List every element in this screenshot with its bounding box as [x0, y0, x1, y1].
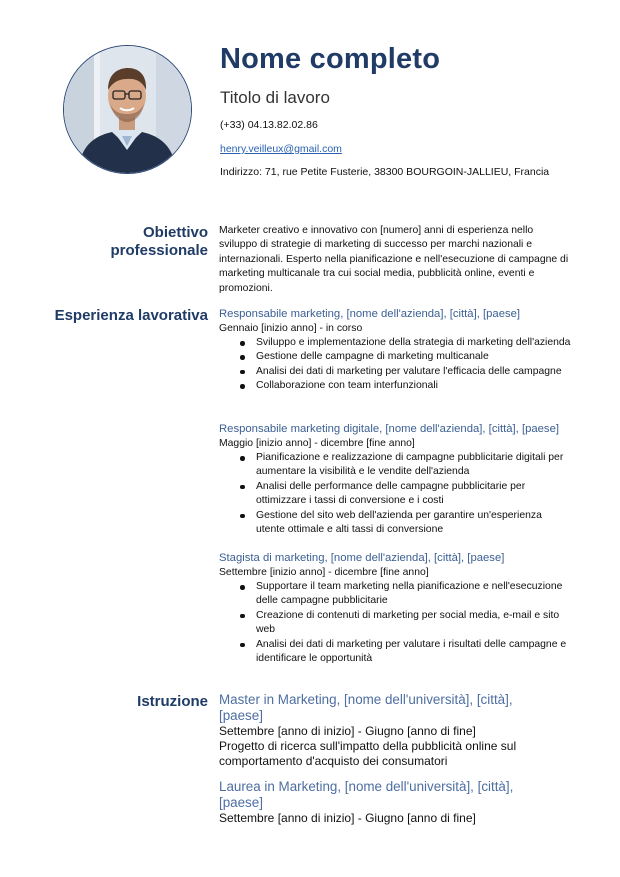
- list-item: Supportare il team marketing nella pianificazione e nell'esecuzione delle campagne pubblicitarie: [256, 580, 571, 609]
- person-portrait-icon: [64, 46, 191, 173]
- list-item: Sviluppo e implementazione della strategia di marketing dell'azienda: [256, 336, 571, 350]
- list-item: Gestione delle campagne di marketing multicanale: [256, 350, 571, 364]
- address: Indirizzo: 71, rue Petite Fusterie, 38300 BOURGOIN-JALLIEU, Francia: [220, 166, 550, 178]
- list-item: Gestione del sito web dell'azienda per garantire un'esperienza utente ottimale e alti tassi di conversione: [256, 509, 571, 538]
- email-link[interactable]: henry.veilleux@gmail.com: [220, 143, 342, 155]
- job-title: Titolo di lavoro: [220, 88, 330, 107]
- experience-entry: [219, 551, 571, 666]
- job-dates: Settembre [inizio anno] - dicembre [fine anno]: [219, 567, 429, 578]
- list-item: Pianificazione e realizzazione di campagne pubblicitarie digitali per aumentare la visibilità e le vendite dell'azienda: [256, 451, 571, 480]
- degree-title: Laurea in Marketing, [nome dell'università], [città], [paese]: [219, 779, 514, 810]
- profile-photo: [63, 45, 192, 174]
- full-name: Nome completo: [220, 43, 441, 75]
- list-item: Analisi delle performance delle campagne pubblicitarie per ottimizzare i tassi di conversione e i costi: [256, 480, 571, 509]
- job-position-title: Responsabile marketing, [nome dell'azienda], [città], [paese]: [219, 308, 521, 320]
- job-duties-list: [219, 451, 571, 537]
- experience-entry: [219, 422, 571, 537]
- phone-number: (+33) 04.13.82.02.86: [220, 119, 318, 131]
- degree-description: Progetto di ricerca sull'impatto della pubblicità online sul comportamento d'acquisto dei consumatori: [219, 739, 517, 768]
- education-entry: [219, 779, 559, 826]
- job-position-title: Responsabile marketing digitale, [nome dell'azienda], [città], [paese]: [219, 423, 560, 435]
- job-dates: Gennaio [inizio anno] - in corso: [219, 323, 363, 334]
- objective-text: Marketer creativo e innovativo con [numero] anni di esperienza nello sviluppo di strategie di marketing di successo per marchi nazionali e internazionali. Esperto nella pianificazione e nell'esecuzione di campagne di marketing multicanale tra cui social media, pubblicità online, eventi e promozioni.: [219, 225, 569, 294]
- section-label-experience: Esperienza lavorativa: [54, 307, 208, 324]
- degree-title: Master in Marketing, [nome dell'università], [città], [paese]: [219, 692, 513, 723]
- list-item: Creazione di contenuti di marketing per social media, e-mail e sito web: [256, 609, 571, 638]
- section-label-objective: Obiettivo professionale: [110, 224, 208, 259]
- experience-entry: [219, 307, 571, 394]
- job-duties-list: [219, 336, 571, 394]
- degree-dates: Settembre [anno di inizio] - Giugno [anno di fine]: [219, 724, 476, 738]
- education-entry: [219, 692, 559, 769]
- job-duties-list: [219, 580, 571, 666]
- list-item: Analisi dei dati di marketing per valutare l'efficacia delle campagne: [256, 365, 571, 379]
- list-item: Analisi dei dati di marketing per valutare i risultati delle campagne e identificare le opportunità: [256, 638, 571, 667]
- section-label-education: Istruzione: [137, 693, 208, 710]
- job-position-title: Stagista di marketing, [nome dell'azienda], [città], [paese]: [219, 552, 505, 564]
- degree-dates: Settembre [anno di inizio] - Giugno [anno di fine]: [219, 811, 476, 825]
- job-dates: Maggio [inizio anno] - dicembre [fine anno]: [219, 438, 415, 449]
- list-item: Collaborazione con team interfunzionali: [256, 379, 571, 393]
